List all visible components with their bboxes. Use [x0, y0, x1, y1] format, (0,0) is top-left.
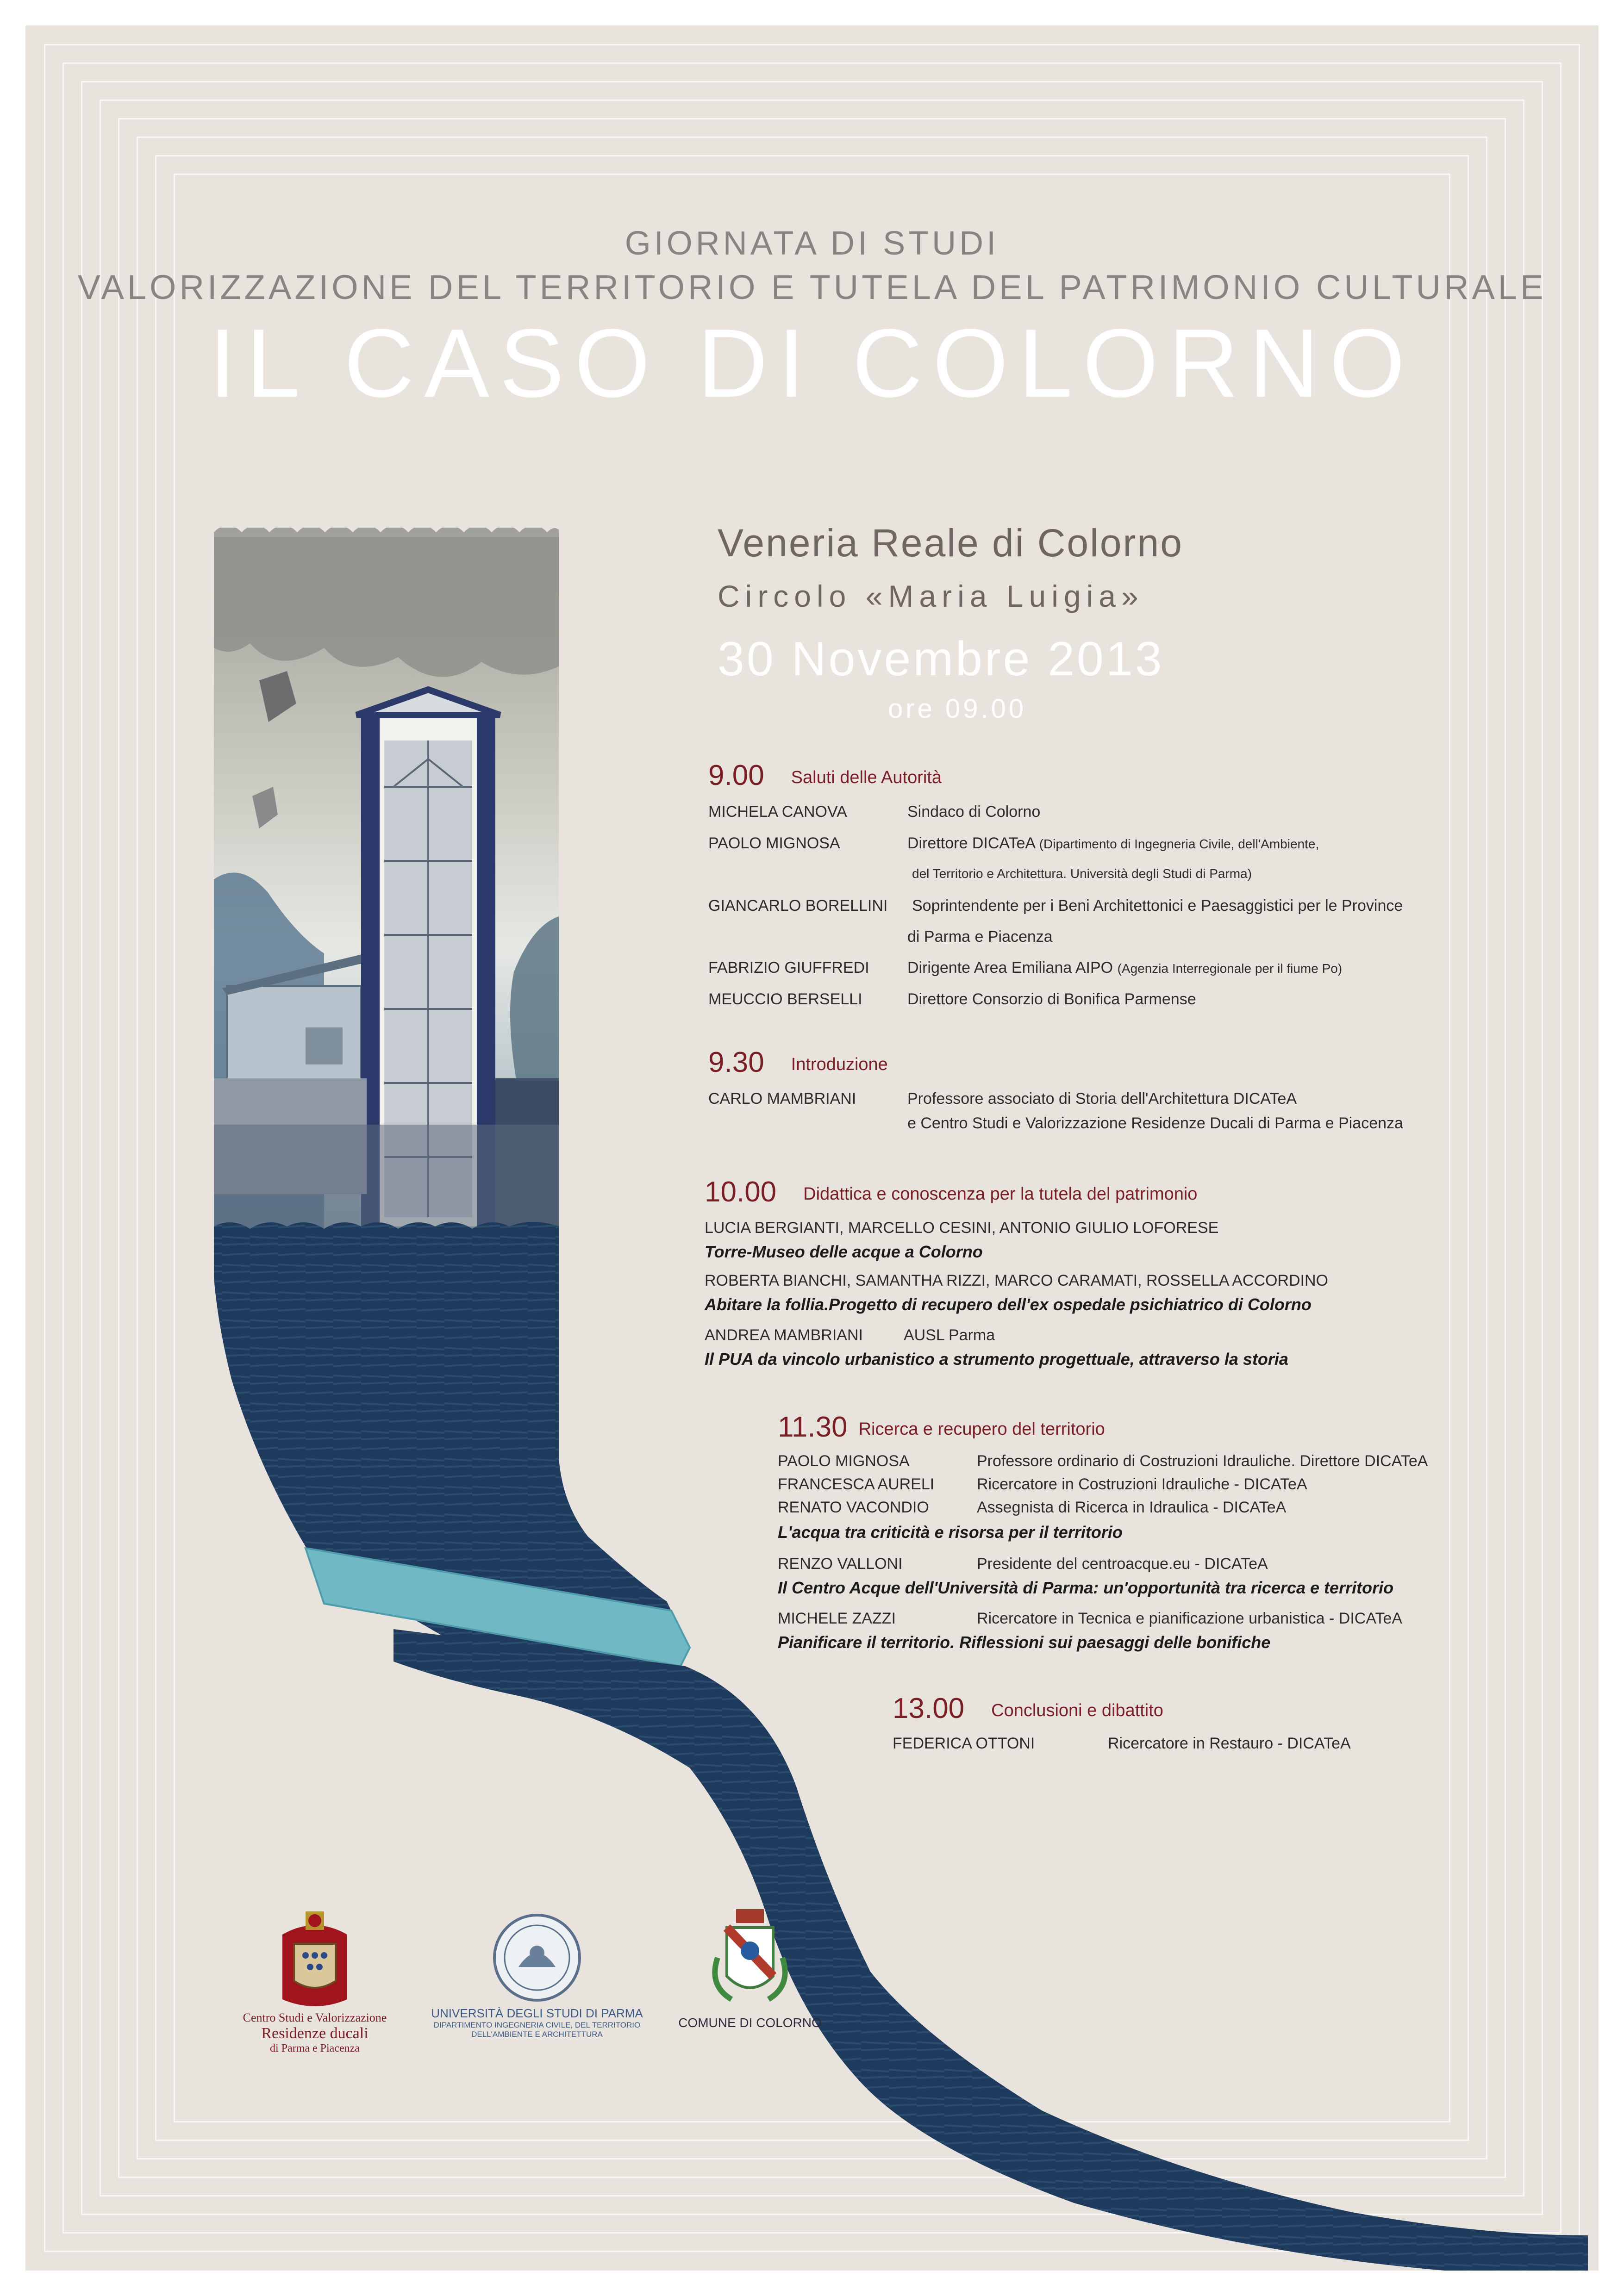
coat-of-arms-icon	[269, 1907, 361, 2009]
logo-caption: Residenze ducali	[261, 2025, 369, 2042]
section-header	[708, 1046, 888, 1079]
venue-name: Veneria Reale di Colorno	[718, 521, 1183, 565]
speaker-role: Ricercatore in Tecnica e pianificazione urbanistica - DICATeA	[977, 1610, 1403, 1627]
section-header	[705, 1176, 1197, 1208]
speaker-role: AUSL Parma	[904, 1326, 995, 1344]
speaker-row	[893, 1735, 1351, 1753]
speaker-row	[708, 1090, 1297, 1108]
talk-title: Il Centro Acque dell'Università di Parma: un'opportunità tra ricerca e territorio	[778, 1578, 1394, 1597]
speaker-role-note: (Agenzia Interregionale per il fiume Po)	[1117, 961, 1343, 976]
speaker-role-note: del Territorio e Architettura. Università degli Studi di Parma)	[912, 866, 1252, 881]
speaker-role: Assegnista di Ricerca in Idraulica - DICATeA	[977, 1499, 1287, 1516]
section-title: Introduzione	[791, 1055, 888, 1074]
speaker-role: Dirigente Area Emiliana AIPO	[907, 959, 1113, 977]
speaker-row	[778, 1452, 1428, 1470]
speaker-row	[778, 1475, 1307, 1493]
speaker-name: MICHELE ZAZZI	[778, 1610, 896, 1627]
section-time: 11.30	[778, 1411, 848, 1443]
speaker-row	[708, 959, 1343, 977]
logo-caption: DIPARTIMENTO INGEGNERIA CIVILE, DEL TERRITORIO	[433, 2021, 641, 2029]
university-seal-icon	[491, 1911, 583, 2004]
speaker-row	[708, 897, 1403, 915]
speaker-role: Presidente del centroacque.eu - DICATeA	[977, 1555, 1268, 1573]
speaker-name: MICHELA CANOVA	[708, 803, 847, 821]
speaker-name: RENATO VACONDIO	[778, 1499, 929, 1516]
speaker-role: Sindaco di Colorno	[907, 803, 1041, 821]
section-title: Didattica e conoscenza per la tutela del patrimonio	[803, 1184, 1198, 1204]
logo-caption: DELL'AMBIENTE E ARCHITETTURA	[471, 2030, 603, 2039]
speaker-role: Direttore Consorzio di Bonifica Parmense	[907, 990, 1196, 1008]
speaker-name: GIANCARLO BORELLINI	[708, 897, 888, 915]
event-time: ore 09.00	[888, 694, 1027, 724]
event-subtitle: VALORIZZAZIONE DEL TERRITORIO E TUTELA DEL PATRIMONIO CULTURALE	[77, 268, 1547, 306]
speaker-name: PAOLO MIGNOSA	[778, 1452, 910, 1470]
section-time: 10.00	[705, 1176, 777, 1208]
speaker-row	[705, 1219, 1218, 1237]
speaker-name: RENZO VALLONI	[778, 1555, 903, 1573]
section-time: 9.30	[708, 1046, 764, 1078]
speaker-name: CARLO MAMBRIANI	[708, 1090, 856, 1108]
speaker-name: ANDREA MAMBRIANI	[705, 1326, 863, 1344]
logo-caption: Centro Studi e Valorizzazione	[243, 2011, 387, 2024]
section-title: Conclusioni e dibattito	[991, 1701, 1163, 1720]
speaker-row	[708, 990, 1196, 1008]
speaker-row	[778, 1555, 1268, 1573]
speaker-name: MEUCCIO BERSELLI	[708, 990, 862, 1008]
speaker-row	[778, 1499, 1287, 1517]
town-crest-icon	[704, 1907, 796, 2013]
logo-residenze-ducali	[222, 1907, 407, 2055]
section-title: Saluti delle Autorità	[791, 768, 942, 787]
section-header	[893, 1692, 1163, 1725]
speaker-name: FRANCESCA AURELI	[778, 1475, 935, 1493]
speaker-role: Professore associato di Storia dell'Architettura DICATeA	[907, 1090, 1297, 1108]
speaker-name: FEDERICA OTTONI	[893, 1735, 1035, 1752]
speaker-row	[778, 1610, 1403, 1628]
event-date: 30 Novembre 2013	[718, 632, 1164, 686]
speaker-name: ROBERTA BIANCHI, SAMANTHA RIZZI, MARCO CARAMATI, ROSSELLA ACCORDINO	[705, 1272, 1329, 1289]
event-title: IL CASO DI COLORNO	[209, 309, 1415, 417]
speaker-role: e Centro Studi e Valorizzazione Residenze Ducali di Parma e Piacenza	[907, 1114, 1403, 1132]
speaker-name: LUCIA BERGIANTI, MARCELLO CESINI, ANTONIO GIULIO LOFORESE	[705, 1219, 1219, 1237]
speaker-role: Professore ordinario di Costruzioni Idrauliche. Direttore DICATeA	[977, 1452, 1428, 1470]
talk-title: L'acqua tra criticità e risorsa per il territorio	[778, 1523, 1123, 1542]
talk-title: Il PUA da vincolo urbanistico a strumento progettuale, attraverso la storia	[705, 1350, 1288, 1369]
logo-comune-colorno	[662, 1907, 838, 2030]
speaker-name: FABRIZIO GIUFFREDI	[708, 959, 869, 977]
speaker-row	[708, 834, 1319, 852]
speaker-role: Soprintendente per i Beni Architettonici e Paesaggistici per le Province	[912, 897, 1403, 915]
speaker-role: Ricercatore in Costruzioni Idrauliche - DICATeA	[977, 1475, 1307, 1493]
speaker-row	[708, 803, 1041, 821]
speaker-role: di Parma e Piacenza	[907, 928, 1053, 946]
event-type: GIORNATA DI STUDI	[625, 225, 999, 262]
speaker-role: Ricercatore in Restauro - DICATeA	[1108, 1735, 1351, 1752]
talk-title: Abitare la follia.Progetto di recupero dell'ex ospedale psichiatrico di Colorno	[705, 1295, 1312, 1314]
logo-universita-parma	[407, 1911, 667, 2039]
section-time: 13.00	[893, 1692, 965, 1724]
speaker-row	[705, 1326, 995, 1344]
section-header	[778, 1411, 1105, 1444]
logo-caption: di Parma e Piacenza	[270, 2042, 360, 2054]
speaker-role-note: (Dipartimento di Ingegneria Civile, dell'Ambiente,	[1039, 837, 1319, 851]
talk-title: Torre-Museo delle acque a Colorno	[705, 1242, 983, 1261]
section-title: Ricerca e recupero del territorio	[858, 1419, 1105, 1439]
venue-circle: Circolo «Maria Luigia»	[718, 579, 1144, 613]
speaker-row	[705, 1272, 1328, 1290]
section-time: 9.00	[708, 759, 764, 791]
talk-title: Pianificare il territorio. Riflessioni sui paesaggi delle bonifiche	[778, 1633, 1271, 1652]
logo-caption: COMUNE DI COLORNO	[678, 2016, 822, 2030]
logo-caption: UNIVERSITÀ DEGLI STUDI DI PARMA	[431, 2006, 643, 2020]
speaker-role: Direttore DICATeA	[907, 834, 1035, 852]
speaker-name: PAOLO MIGNOSA	[708, 834, 840, 852]
section-header	[708, 759, 942, 792]
